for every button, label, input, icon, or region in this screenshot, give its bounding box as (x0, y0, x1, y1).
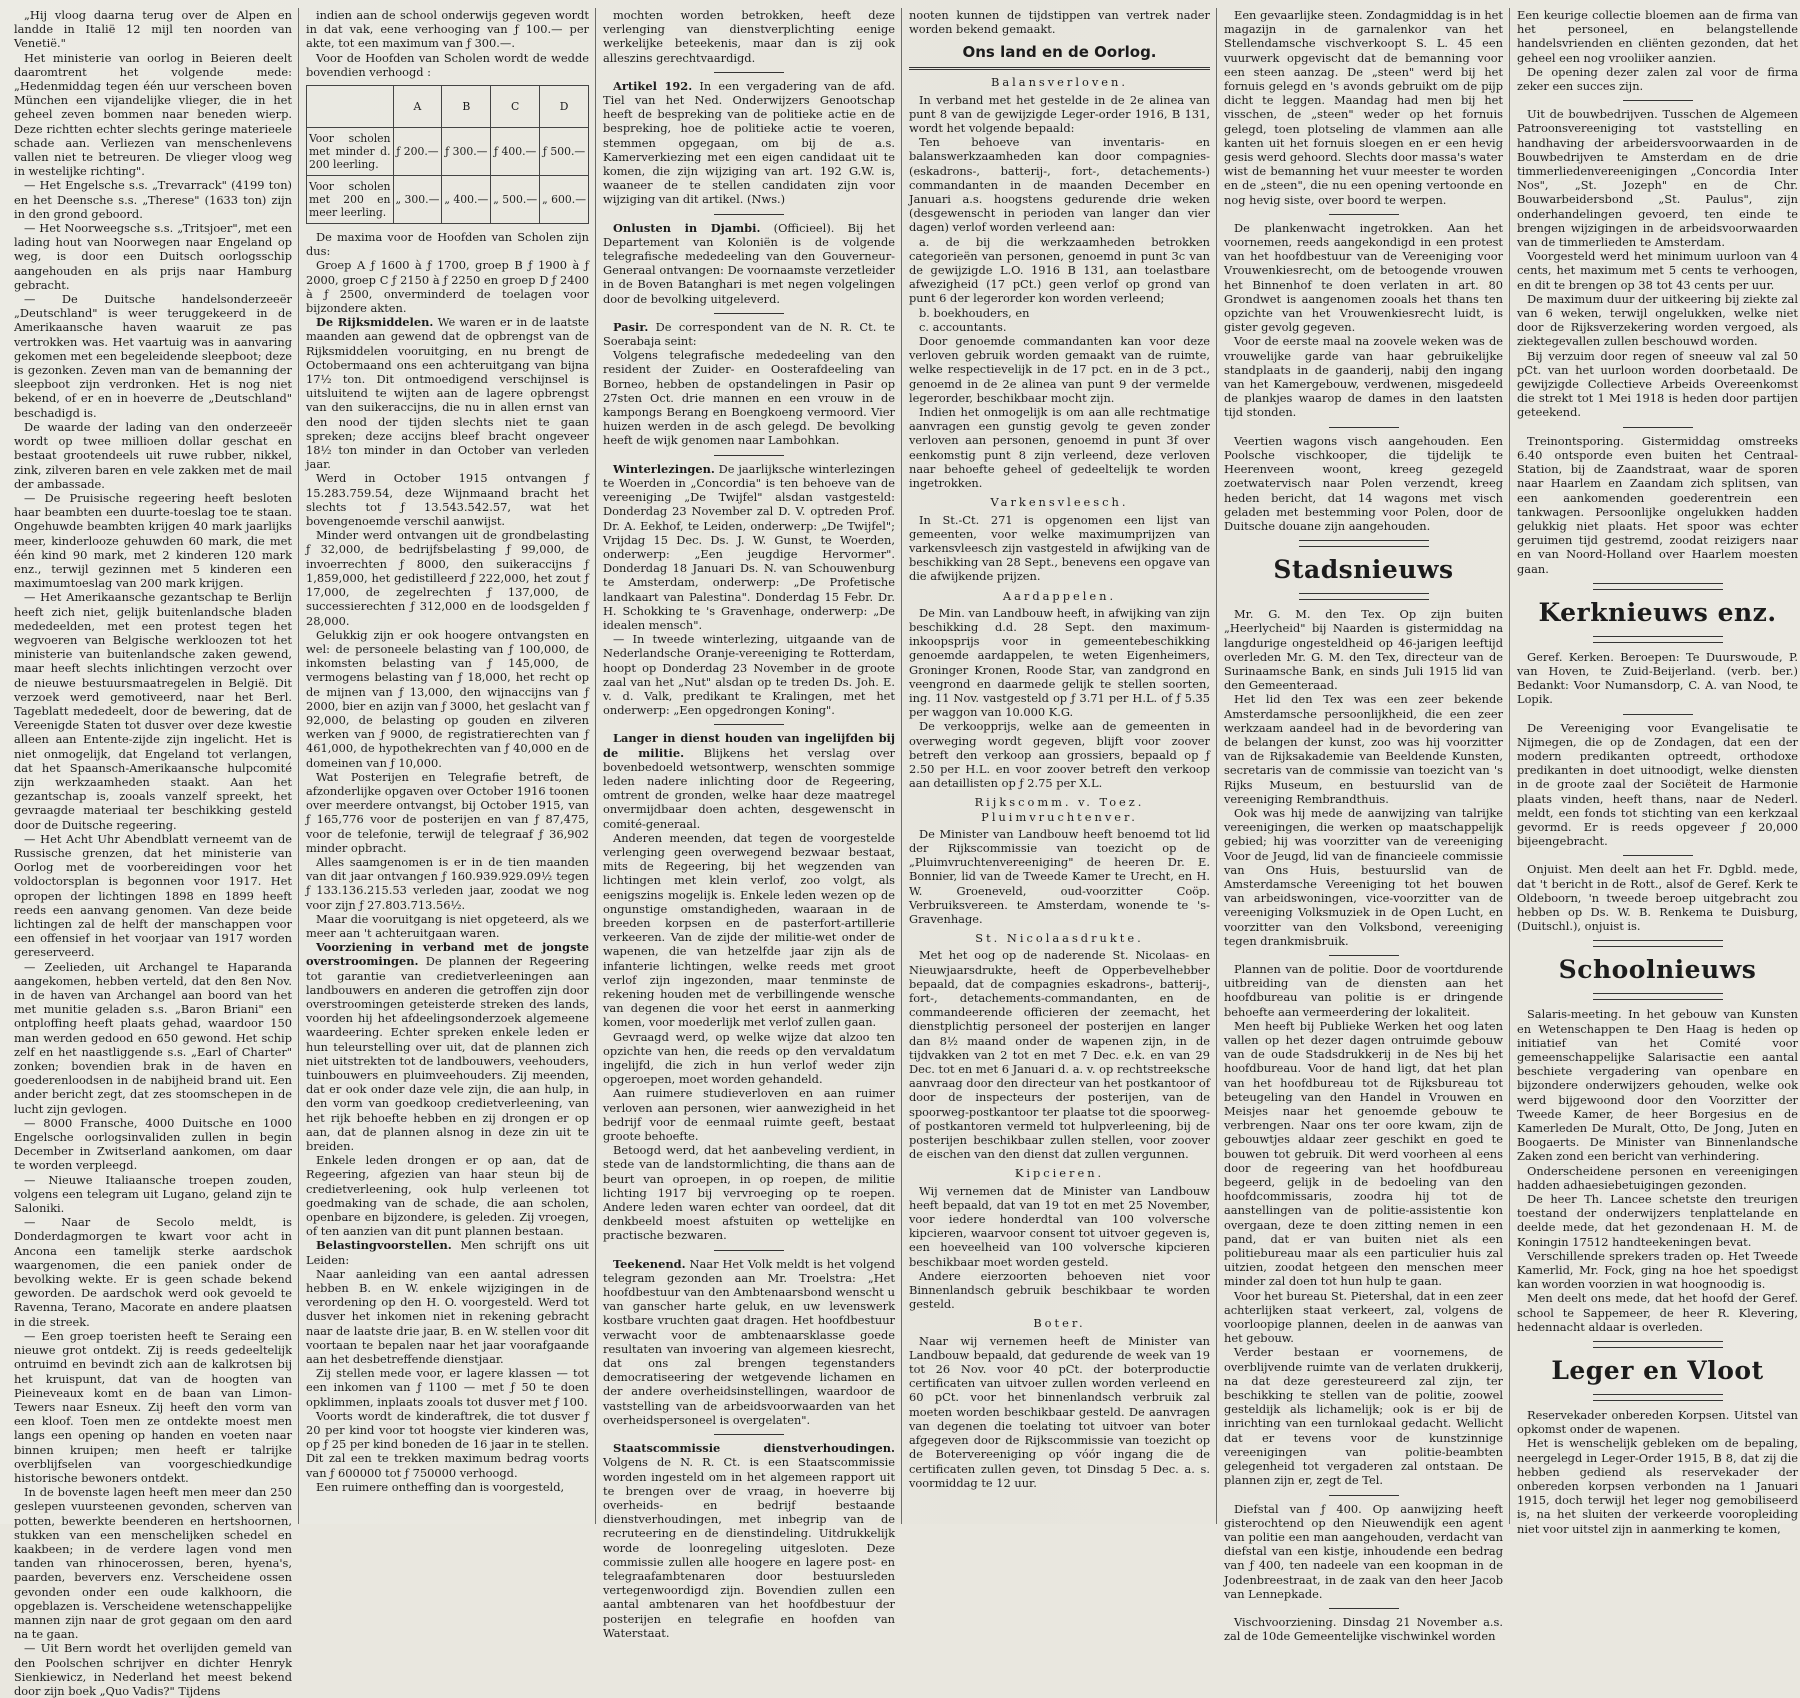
article-paragraph (1517, 1249, 1798, 1292)
article-paragraph (909, 1269, 1210, 1312)
table-cell: ƒ 500.— (540, 128, 589, 176)
article-text: Voor de Hoofden van Scholen wordt de wedde bovendien verhoogd : (306, 50, 589, 79)
article-paragraph (603, 632, 895, 717)
table-row-label: Voor scholen met minder d. 200 leerling. (307, 128, 394, 176)
heading-rule (909, 67, 1210, 70)
article-text: Vischvoorziening. Dinsdag 21 November a.s. zal de 10de Gemeentelijke vischwinkel worden (1224, 1614, 1503, 1644)
article-paragraph (306, 315, 589, 471)
article-paragraph (1224, 962, 1503, 1019)
article-paragraph (909, 948, 1210, 1161)
article-paragraph (1517, 1192, 1798, 1249)
column-5 (1224, 8, 1503, 1644)
article-paragraph (1517, 107, 1798, 249)
article-paragraph (306, 912, 589, 940)
article-paragraph (14, 590, 292, 831)
article-paragraph (306, 940, 589, 1153)
table-row (307, 128, 589, 176)
article-paragraph (603, 1030, 895, 1087)
article-text: De maxima voor de Hoofden van Scholen zijn dus: (306, 230, 589, 259)
article-text: Aan ruimere studieverloven en aan ruimer verloven aan personen, wier aanwezigheid in het bedrijf voor de eenmaal ruimte geeft, bestaat groote behoefte. (603, 1086, 895, 1144)
article-text: Anderen meenden, dat tegen de voorgestelde verlenging geen overwegend bezwaar bestaat, mits de Regeering, bij het wegzenden van lichtingen met klein verlof, zoo volgt, als eenigszins mogelijk is. Enkele leden wezen op de ongunstige omstandigheden, waaraan in de breeden korpsen en de pasterfort-artillerie verkeeren. Van de zijde der militie-wet onder de wapenen, die van hetzelfde jaar zijn als de infanterie lichtingen, welke reeds met groot verlof zijn ingezonden, maar tenminste de rekening houden met de verbillingende wensche van degenen die voor het eerst in aanmerking komen, voor moederlijk met verlof zullen gaan. (603, 830, 895, 1030)
article-text: De heer Th. Lancee schetste den treurigen toestand der onderwijzers tenplattelande en deelde mede, dat het gezondenaan H. M. de Koningin 17512 handteekeningen bevat. (1517, 1192, 1798, 1249)
article-text: — Zeelieden, uit Archangel te Haparanda aangekomen, hebben verteld, dat den 8en Nov. in de haven van Archangel aan boord van het met munitie geladen s.s. „Baron Briani" een ontploffing heeft plaats gehad, waardoor 150 man werden gedood en 650 gewond. Het schip zelf en het naastliggende s.s. „Earl of Charter" zonken; bovendien brak in de haven en goederenloodsen in de nabijheid brand uit. Een ander bericht zegt, dat zes stoomschepen in de lucht zijn gevlogen. (14, 959, 292, 1116)
separator-rule (1329, 1495, 1399, 1496)
article-paragraph (1224, 334, 1503, 419)
article-paragraph (306, 1480, 589, 1494)
table-cell: ƒ 200.— (393, 128, 442, 176)
ornamental-rule (1593, 583, 1723, 590)
article-text: — Het Acht Uhr Abendblatt verneemt van de Russische grenzen, dat het ministerie van Oorlog met de voorbereidingen voor het voldoctorsplan is begonnen voor 1917. Het opropen der lichtingen 1898 en 1899 heeft reeds een aanvang genomen. Van deze beide lichtingen zal de helft der manschappen voor een offensief in het voorjaar van 1917 worden gereserveerd. (14, 831, 292, 960)
table-cell: „ 300.— (393, 176, 442, 224)
article-text: Minder werd ontvangen uit de grondbelasting ƒ 32,000, de bedrijfsbelasting ƒ 99,000, de invoerrechten ƒ 8000, den suikeraccijns ƒ 1,859,000, het gedistilleerd ƒ 222,000, het zout ƒ 17,000, de zegelrechten ƒ 137,000, de successierechten ƒ 312,000 en de loodsgelden ƒ 28,000. (306, 528, 589, 628)
article-paragraph (603, 731, 895, 830)
article-paragraph (14, 1329, 292, 1485)
article-text: De plannen der Regeering tot garantie van credietverleeningen aan landbouwers en anderen die getroffen zijn door overstroomingen geteisterde streken des lands, voorden hij het afdeelingsonderzoek algemeene waardeering. Echter spreken enkele leden er hun teleurstelling over uit, dat de plannen zich niet uitstrekten tot de landbouwers, veehouders, tuinbouwers en pluimveehouders. Zij meenden, dat er ook onder daze vele zijn, die aan hulp, in den vorm van goedkoop credietverleening, van het rijk behoefte hebben en zij drongen er op aan, dat de plannen alsnog in deze zin uit te breiden. (306, 954, 589, 1154)
article-paragraph (14, 1641, 292, 1698)
separator-rule (714, 1250, 784, 1251)
article-text: De maximum duur der uitkeering bij ziekte zal van 6 weken, terwijl ongelukken, welke niet door de Rijksverzekering worden vergoed, als ziektegevallen zullen beschouwd worden. (1517, 291, 1798, 349)
article-text: In de bovenste lagen heeft men meer dan 250 geslepen vuursteenen gevonden, scherven van potten, bewerkte beenderen en hertshoornen, stukken van een menschelijken schedel en kaakbeen; in de verdere lagen vond men tanden van rhinocerossen, beren, hyena's, paarden, beververs enz. Verscheidene ossen gevonden onder een oude kalkhoorn, die opgeblazen is. Verscheidene wetenschappelijke mannen zijn naar de grot gegaan om den aard na te gaan. (14, 1485, 292, 1642)
article-text: — De Duitsche handelsonderzeeër „Deutschland" is weer teruggekeerd in de Amerikaansche haven waaruit ze pas vertrokken was. Het vaartuig was in aanvaring gekomen met een begeleidende sleepboot; deze is gezonken. Zeven man van de bemanning der sleepboot zijn verdronken. Het is nog niet bekend, of er en in hoeverre de „Deutschland" beschadigd is. (14, 292, 292, 420)
article-text: — Uit Bern wordt het overlijden gemeld van den Poolschen schrijver en dichter Henryk Sienkiewicz, in Nederland het meest bekend door zijn boek „Quo Vadis?" Tijdens (14, 1641, 292, 1698)
article-paragraph (1224, 434, 1503, 533)
table-cell: ƒ 300.— (442, 128, 491, 176)
section-masthead: Kerknieuws enz. (1538, 597, 1777, 627)
article-paragraph (909, 719, 1210, 790)
separator-rule (1623, 855, 1693, 856)
article-text: b. boekhouders, en (919, 305, 1030, 320)
article-text: Volgens de N. R. Ct. is een Staatscommissie worden ingesteld om in het algemeen rapport uit te brengen over de vraag, in hoeverre bij overheids- en bedrijf bestaande dienstverhoudingen, met inbegrip van de recruteering en de dienstindeling. Uitdrukkelijk worde de loonregeling uitgesloten. Deze commissie zullen alle hoogere en lagere post- en telegraafambtenaren door bestuursleden vertegenwoordigd zijn. Bovendien zullen een aantal ambtenaren van het hoofdbestuur der posterijen en telegrafie en hoofden van Waterstaat. (603, 1455, 895, 1640)
article-text: Andere eierzoorten behoeven niet voor Binnenlandsch gebruik beschikbaar te worden gesteld. (909, 1268, 1210, 1312)
article-paragraph (909, 320, 1210, 334)
article-paragraph (1224, 607, 1503, 692)
article-paragraph (603, 79, 895, 207)
article-text: De plankenwacht ingetrokken. Aan het voornemen, reeds aangekondigd in een protest van het hoofdbestuur van de Vereeniging voor Vrouwenkiesrecht, om de betoogende vrouwen het Binnenhof te doen verlaten in art. 80 Grondwet is aangenomen zooals het thans ten opzichte van het Vrouwenkiesrecht luidt, is gister gevolg gegeven. (1224, 220, 1503, 335)
table-row (307, 176, 589, 224)
article-text: „Hij vloog daarna terug over de Alpen en landde in Italië 12 mijl ten noorden van Venetië." (14, 8, 292, 51)
article-text: Alles saamgenomen is er in de tien maanden van dit jaar ontvangen ƒ 160.939.929.09½ tegen ƒ 133.136.215.53 verleden jaar, zoodat we nog voor zijn ƒ 27.803.713.56½. (306, 854, 589, 912)
article-text: — Een groep toeristen heeft te Seraing een nieuwe grot ontdekt. Zij is reeds gedeeltelijk ontruimd en bevindt zich aan de kalkrotsen bij het kruispunt, dat van de hoogten van Pieineveaux komt en de baan van Limon-Tewers naar Esneux. Zij heeft den vorm van een kloof. Toen men ze ontdekte moest men langs een opening op handen en voeten naar binnen kruipen; men heeft er talrijke overblijfselen van voorgeschiedkundige historische bewoners ontdekt. (14, 1328, 292, 1485)
article-text: Voorts wordt de kinderaftrek, die tot dusver ƒ 20 per kind voor tot hoogste vier kinderen was, op ƒ 25 per kind boneden de 16 jaar in te stellen. Dit zal een te trekken maximum bedrag voorts van ƒ 600000 tot ƒ 750000 verhoogd. (306, 1408, 589, 1480)
sub-heading: Rijkscomm. v. Toez. Pluimvruchtenver. (974, 795, 1145, 824)
article-text: Betoogd werd, dat het aanbeveling verdient, in stede van de landstormlichting, die thans aan de beurt van oproepen, in op roepen, de militie lichting 1917 bij vervroeging op te roepen. Andere leden waren echter van oordeel, dat dit denkbeeld moest afstuiten op wettelijke en practische bezwaren. (603, 1143, 895, 1243)
article-paragraph (306, 1238, 589, 1266)
article-paragraph (306, 471, 589, 528)
article-paragraph (306, 51, 589, 79)
article-text: Men schrijft ons uit Leiden: (306, 1238, 589, 1267)
table-header-cell: B (442, 86, 491, 128)
ornamental-rule (1593, 993, 1723, 1000)
article-paragraph (1517, 721, 1798, 849)
column-4 (909, 8, 1210, 1524)
article-paragraph (603, 320, 895, 348)
article-text: Veertien wagons visch aangehouden. Een Poolsche vischkooper, die tijdelijk te Heerenveen woont, kreeg gezegeld zoetwatervisch naar Polen verzendt, kreeg heden bericht, dat 14 wagons met visch geladen met bestemming voor Polen, door de Duitsche douane zijn aangehouden. (1224, 433, 1503, 533)
article-text: a. de bij die werkzaamheden betrokken categorieën van personen, genoemd in punt 3c van de gewijzigde L.O. 1916 B 131, aan toelastbare afwezigheid (17 pCt.) geen verlof op grond van punt 6 der legerorder kon worden verleend; (909, 234, 1210, 306)
ornamental-rule (1299, 540, 1429, 547)
table-header-cell (307, 86, 394, 128)
article-paragraph (603, 1441, 895, 1640)
sub-heading: Aardappelen. (1002, 588, 1117, 603)
separator-rule (714, 724, 784, 725)
article-text: Salaris-meeting. In het gebouw van Kunsten en Wetenschappen te Den Haag is heden op initiatief van het Comité voor gemeenschappelijke Salarisactie een aantal beschiete vergadering van openbare en bijzondere onderwijzers gehouden, welke ook werd bijgewoond door den Voorzitter der Tweede Kamer, de heer Borgesius en de Kamerleden De Muralt, Otto, De Jong, Juten en Boogaerts. De Minister van Binnenlandsche Zaken zond een bericht van verhindering. (1517, 1007, 1798, 1164)
article-text: De jaarlijksche winterlezingen te Woerden in „Concordia" is ten behoeve van de vereeniging „De Twijfel" alsdan vastgesteld: Donderdag 23 November zal D. V. optreden Prof. Dr. A. Eekhof, te Leiden, onderwerp: „De Twijfel"; Vrijdag 15 Dec. Ds. J. W. Gunst, te Woerden, onderwerp: „Een jeugdige Hervormer". Donderdag 18 Januari Ds. N. van Schouwenburg te Amsterdam, onderwerp: „De Profetische landkaart van Palestina". Donderdag 15 Febr. Dr. H. Schokking te 's Gravenhage, onderwerp: „De idealen mensch". (603, 461, 895, 632)
article-text: In St.-Ct. 271 is opgenomen een lijst van gemeenten, voor welke maximumprijzen van varkensvleesch zijn vastgesteld in afwijking van de beschikking van 28 Sept., benevens een opgave van die afwijkende prijzen. (909, 512, 1210, 584)
article-text: nooten kunnen de tijdstippen van vertrek nader worden bekend gemaakt. (909, 8, 1210, 37)
ornamental-rule (1593, 1394, 1723, 1401)
sub-heading: St. Nicolaasdrukte. (975, 931, 1144, 946)
article-paragraph (1517, 1408, 1798, 1436)
article-paragraph (306, 8, 589, 51)
article-text: Ook was hij mede de aanwijzing van talrijke vereenigingen, die werken op maatschappelijk gebied; hij was voorzitter van de vereeniging Voor de Jeugd, lid van de financieele commissie van Ons Huis, bestuurslid van de Amsterdamsche Vereeniging tot het bouwen van arbeidswoningen, vice-voorzitter van de vereeniging Volksmuziek in de Open Lucht, en voorzitter van den Volksbond, vereeniging tegen drankmisbruik. (1224, 805, 1503, 948)
article-paragraph (1224, 1019, 1503, 1289)
article-paragraph (14, 1173, 292, 1216)
article-text: De opening dezer zalen zal voor de firma zeker een succes zijn. (1517, 64, 1798, 94)
separator-rule (1329, 955, 1399, 956)
article-text: — Het Engelsche s.s. „Trevarrack" (4199 ton) en het Deensche s.s. „Therese" (1633 ton) zijn in den grond geboord. (14, 178, 292, 221)
article-paragraph (14, 8, 292, 51)
article-paragraph (14, 221, 292, 292)
article-text: Uit de bouwbedrijven. Tusschen de Algemeen Patroonsvereeniging tot vaststelling en handhaving der arbeidersvoorwaarden in de Bouwbedrijven te Amsterdam en de drie timmerliedenvereenigingen „Concordia Inter Nos", „St. Jozeph" en de Chr. Bouwarbeidersbond „St. Paulus", zijn onderhandelingen gevoerd, ten einde te brengen wijzigingen in de arbeidsvoorwaarden van de timmerlieden te Amsterdam. (1517, 107, 1798, 250)
separator-rule (714, 455, 784, 456)
column-1 (14, 8, 292, 1698)
article-lead: De Rijksmiddelen. (316, 315, 434, 330)
article-text: Voor het bureau St. Pietershal, dat in een zeer achterlijken staat verkeert, zal, volgens de voorloopige plannen, deelen in de aanwas van het gebouw. (1224, 1288, 1503, 1346)
separator-rule (1623, 427, 1693, 428)
article-text: De Vereeniging voor Evangelisatie te Nijmegen, die op de Zondagen, dat een der modern predikanten optreedt, orthodoxe predikanten in doet uitnoodigt, welke diensten in de groote zaal der Sociëteit de Harmonie plaats vinden, heeft thans, naar de Nederl. meldt, een fonds tot stichting van een kerkzaal gevormd. Er is reeds opgeveer ƒ 20,000 bijeengebracht. (1517, 720, 1798, 849)
article-text: — Nieuwe Italiaansche troepen zouden, volgens een telegram uit Lugano, geland zijn te Saloniki. (14, 1172, 292, 1216)
article-paragraph (306, 1366, 589, 1409)
article-paragraph (603, 462, 895, 632)
table-cell: „ 400.— (442, 176, 491, 224)
article-paragraph (306, 855, 589, 912)
separator-rule (1329, 214, 1399, 215)
article-paragraph (909, 8, 1210, 36)
article-paragraph (14, 1485, 292, 1641)
article-lead: Pasir. (613, 319, 649, 334)
article-text: In een vergadering van de afd. Tiel van het Ned. Onderwijzers Genootschap heeft de bespreking van de politieke actie en de bespreking, hoe de politieke actie te voeren, stemmen opgegaan, om bij de a.s. Kamerverkiezing met een eigen candidaat uit te komen, die zijn wijziging van art. 192 G.W. is, waaneer de te stellen candidaten zijn voor wijziging van dit artikel. (Nws.) (603, 78, 895, 207)
article-paragraph (909, 334, 1210, 405)
article-paragraph (14, 178, 292, 221)
article-text: Gevraagd werd, op welke wijze dat alzoo ten opzichte van hen, die reeds op den vervaldatum ingelijfd, die zich in hun verlof weder zijn opgeroepen, moet worden gehandeld. (603, 1029, 895, 1087)
article-text: — De Pruisische regeering heeft besloten haar beambten een duurte-toeslag toe te staan. Ongehuwde beambten krijgen 40 mark jaarlijks meer, kinderlooze gehuwden 60 mark, die met één kind 90 mark, met 2 kinderen 120 mark enz., terwijl gezinnen met 5 kinderen een maximumtoeslag van 200 mark krijgen. (14, 490, 292, 591)
article-text: Gelukkig zijn er ook hoogere ontvangsten en wel: de personeele belasting van ƒ 100,000, de inkomsten belasting van ƒ 145,000, de vermogens belasting van ƒ 18,000, het recht op de mijnen van ƒ 13,000, den wijnaccijns van ƒ 2000, bier en azijn van ƒ 3000, het geslacht van ƒ 92,000, de belasting op gouden en zilveren werken van ƒ 9000, de registratierechten van ƒ 461,000, de hypothekrechten van ƒ 40,000 en de domeinen van ƒ 10,000. (306, 627, 589, 770)
separator-rule (714, 72, 784, 73)
salary-scale-table (306, 85, 589, 224)
sub-heading: Varkensvleesch. (990, 495, 1129, 510)
article-text: Groep A ƒ 1600 à ƒ 1700, groep B ƒ 1900 à ƒ 2000, groep C ƒ 2150 à ƒ 2250 en groep D ƒ 2400 à ƒ 2500, onverminderd de toelagen voor bijzondere akten. (306, 258, 589, 316)
article-text: Naar aanleiding van een aantal adressen hebben B. en W. enkele wijzigingen in de verordening op den H. O. voorgesteld. Werd tot dusver het inkomen niet in rekening gebracht naar de laatste drie jaar, B. en W. stellen voor dit voortaan te bepalen naar het jaar voorafgaande aan het desbetreffende dienstjaar. (306, 1266, 589, 1367)
article-paragraph (14, 1215, 292, 1329)
ornamental-rule (1299, 593, 1429, 600)
article-text: De correspondent van de N. R. Ct. te Soerabaja seint: (603, 319, 895, 349)
article-lead: Onlusten in Djambi. (613, 220, 761, 235)
article-text: Wat Posterijen en Telegrafie betreft, de afzonderlijke opgaven over October 1916 toonen over meerdere ontvangst, bij October 1915, van ƒ 165,776 voor de posterijen en van ƒ 87,475, voor de telefonie, terwijl de telegraaf ƒ 36,902 minder opbracht. (306, 769, 589, 855)
article-text: Men heeft bij Publieke Werken het oog laten vallen op het dezer dagen ontruimde gebouw van de oude Stadsdrukkerij in de Nes bij het hoofdbureau. Voor de hand ligt, dat het plan van het hoofdbureau tot de Rijksbureau tot beteugeling van den Handel in Vrouwen en Meisjes naar het genoemde gebouw te verbrengen. Naar ons ter oore kwam, zijn de gebouwtjes aldaar zeer geschikt en goed te bouwen tot gebruik. Dit werd voorheen al eens door de regeering van het hoofdbureau begeerd, gelijk in de bedoeling van den hoofdcommissaris, zoodra hij tot de aanstellingen van de politie-assistentie kon overgaan, deze te doen zitting nemen in een pand, dat er van buiten niet als een politiebureau maar als een particulier huis zal uitzien, zoodat hetgeen den menschen meer minder zal doen tot hun hulp te gaan. (1224, 1018, 1503, 1289)
article-paragraph (14, 491, 292, 590)
article-paragraph (1517, 292, 1798, 349)
table-row-label: Voor scholen met 200 en meer leerling. (307, 176, 394, 224)
article-paragraph (306, 230, 589, 258)
article-paragraph (14, 292, 292, 420)
article-text: Diefstal van ƒ 400. Op aanwijzing heeft gisterochtend op den Nieuwendijk een agent van politie een man aangehouden, verdacht van diefstal van een kistje, inhoudende een bedrag van ƒ 400, ten nadeele van een koopman in de Jodenbreestraat, in de zaak van den heer Jacob van Lennepkade. (1224, 1501, 1503, 1601)
separator-rule (714, 313, 784, 314)
article-paragraph (1224, 806, 1503, 948)
article-text: Enkele leden drongen er op aan, dat de Regeering, afgezien van haar steun bij de credietverleening, ook hulp verleenen tot goedmaking van de schade, die aan scholen, openbare en bijzondere, is geleden. Zij vroegen, of ten aanzien van dit punt plannen bestaan. (306, 1153, 589, 1239)
article-paragraph (1517, 249, 1798, 292)
article-paragraph (909, 135, 1210, 234)
article-text: Voorgesteld werd het minimum uurloon van 4 cents, het maximum met 5 cents te verhoogen, en dit te brengen op 38 tot 43 cents per uur. (1517, 249, 1798, 292)
sub-heading: Kipcieren. (1014, 1166, 1105, 1181)
article-paragraph (306, 1409, 589, 1480)
article-text: Een gevaarlijke steen. Zondagmiddag is in het magazijn in de garnalenkor van het Stellendamsche vischverkoopt S. L. 45 een vuurwerk opgevischt dat de bemanning voor een steen aanzag. De „steen" werd bij het fornuis gelegd en 's avonds gebruikt om de pijp dicht te leggen. Maandag had men bij het visschen, de „steen" weder op het fornuis gelegd, toen plotseling de vlammen aan alle kanten uit het fornuis sloegen en er een hevig gesis werd gehoord. Slechts door massa's water wist de bemanning het vuur meester te worden en de „steen", die nu een opening vertoonde en nog hevig siste, over boord te werpen. (1224, 8, 1503, 207)
article-text: mochten worden betrokken, heeft deze verlenging van dienstverplichting eenige werkelijke beteekenis, maar dan is zij ook alleszins gerechtvaardigd. (603, 8, 895, 65)
article-lead: Voorziening in verband met de jongste overstroomingen. (306, 940, 589, 969)
article-paragraph (306, 770, 589, 855)
article-text: Treinontsporing. Gistermiddag omstreeks 6.40 ontsporde even buiten het Centraal-Station, bij de Zaandstraat, waar de sporen naar Haarlem en Zaandam zich splitsen, van een aankomenden goederentrein een tankwagen. Persoonlijke ongelukken hadden gelukkig niet plaats. Het spoor was echter geruimen tijd gestremd, zoodat reizigers naar en van Noord-Holland over Haarlem moesten gaan. (1517, 433, 1798, 576)
article-paragraph (909, 513, 1210, 584)
article-paragraph (1224, 1289, 1503, 1346)
article-text: Men deelt ons mede, dat het hoofd der Geref. school te Sappemeer, de heer R. Klevering, hedennacht aldaar is overleden. (1517, 1291, 1798, 1334)
article-text: Een ruimere ontheffing dan is voorgesteld, (316, 1479, 565, 1494)
table-header-cell: D (540, 86, 589, 128)
article-paragraph (1224, 221, 1503, 335)
article-text: Het lid den Tex was een zeer bekende Amsterdamsche persoonlijkheid, die een zeer werkzaam aandeel had in de bevordering van de belangen der kunst, zoo was hij voorzitter van de Rijksakademie van Beeldende Kunsten, secretaris van de commissie van toezicht van 's Rijks Museum, en bestuurslid van de vereeniging Rembrandthuis. (1224, 692, 1503, 806)
article-text: Reservekader onbereden Korpsen. Uitstel van opkomst onder de wapenen. (1517, 1408, 1798, 1437)
table-header-cell: C (491, 86, 540, 128)
ornamental-rule (1593, 940, 1723, 947)
article-text: c. accountants. (919, 319, 1007, 334)
article-paragraph (1517, 862, 1798, 933)
article-text: De Minister van Landbouw heeft benoemd tot lid der Rijkscommissie van toezicht op de „Pluimvruchtenvereeniging" de heeren Dr. E. Bonnier, lid van de Tweede Kamer te Urecht, en H. W. Groeneveld, oud-voorzitter Coöp. Verbruiksvereen. te Amsterdam, wonende te 's-Gravenhage. (909, 826, 1210, 926)
section-masthead: Leger en Vloot (1551, 1356, 1764, 1386)
article-paragraph (306, 1267, 589, 1366)
article-text: Onderscheidene personen en vereenigingen hadden adhaesiebetuigingen gezonden. (1517, 1163, 1798, 1192)
separator-rule (1623, 100, 1693, 101)
article-text: Bij verzuim door regen of sneeuw val zal 50 pCt. van het uurloon worden doorbetaald. De gewijzigde Collectieve Arbeids Overeenkomst die strekt tot 1 Mei 1918 is heden door partijen geteekend. (1517, 348, 1798, 420)
article-text: Het ministerie van oorlog in Beieren deelt daaromtrent het volgende mede: „Hedenmiddag tegen één uur verscheen boven München een vijandelijke vlieger, die in het geheel zeven bommen naar beneden wierp. Deze richtten echter slechts geringe materieele schade aan. Verliezen van menschenlevens vallen niet te betreuren. De vlieger vloog weg in westelijke richting". (14, 50, 292, 179)
article-text: Naar Het Volk meldt is het volgend telegram gezonden aan Mr. Troelstra: „Het hoofdbestuur van den Ambtenaarsbond wenscht u van ganscher harte geluk, en uw levenswerk kostbare vruchten gaat dragen. Het hoofdbestuur verwacht voor de ambtenaarsklasse goede resultaten van invoering van algemeen kiesrecht, dat ons zal brengen tegenstanders democratiseering der wetgevende lichamen en der andere overheidsinstellingen, waardoor de vaststelling van de arbeidsvoorwaarden van het overheidspersoneel is overgelaten". (603, 1256, 895, 1427)
article-paragraph (1517, 8, 1798, 65)
article-paragraph (1517, 349, 1798, 420)
article-lead: Staatscommissie dienstverhoudingen. (613, 1441, 895, 1456)
article-text: — Het Noorweegsche s.s. „Tritsjoer", met een lading hout van Noorwegen naar Engeland op weg, is door een Duitsch oorlogsschip aangehouden en als prijs naar Hamburg gebracht. (14, 221, 292, 292)
article-paragraph (1224, 1502, 1503, 1601)
article-text: Een keurige collectie bloemen aan de firma van het personeel, en belangstellende handelsvrienden en cliënten gezonden, dat het geheel een nog vrooliiker aanzien. (1517, 8, 1798, 65)
article-text: Ten behoeve van inventaris- en balanswerkzaamheden kan door compagnies- (eskadrons-, batterij-, fort-, detachements-) commandanten in de maanden December en Januari a.s. hoogstens gedurende drie weken (desgewenscht in perioden van langer dan vier dagen) verlof worden verleend aan: (909, 135, 1210, 235)
column-3 (603, 8, 896, 1640)
article-lead: Teekenend. (613, 1256, 686, 1271)
article-text: Blijkens het verslag over bovenbedoeld wetsontwerp, wenschten sommige leden nadere inlichting door de Regeering, omtrent de gronden, welke haar deze maatregel onvermijdbaar doen achten, desgewenscht in comité-generaal. (603, 745, 895, 831)
table-header-cell: A (393, 86, 442, 128)
article-paragraph (909, 1184, 1210, 1269)
article-text: Wij vernemen dat de Minister van Landbouw heeft bepaald, dat van 19 tot en met 25 November, voor iedere honderdtal van 100 volversche kipcieren, waarvoor consent tot uitvoer gegeven is, een hoeveelheid van 100 volversche kipcieren beschikbaar moet worden gesteld. (909, 1183, 1210, 1269)
article-text: Het is wenschelijk gebleken om de bepaling, neergelegd in Leger-Order 1915, B 8, dat zij die hebben gediend als reservekader der onbereden korpsen verbonden na 1 Januari 1915, doch terwijl het leger nog gemobiliseerd is, na het sluiten der verkeerde vooropleiding niet voor uitstel zijn in aanmerking te komen, (1517, 1436, 1798, 1536)
separator-rule (714, 1434, 784, 1435)
ornamental-rule (1593, 636, 1723, 643)
article-paragraph (603, 221, 895, 306)
article-text: Volgens telegrafische mededeeling van den resident der Zuider- en Oosterafdeeling van Borneo, hebben de opstandelingen in Pasir op 27sten Oct. drie mannen en een vrouw in de kampongs Berang en Boengkoeng vermoord. Vier huizen werden in de asch gelegd. De bevolking heeft de wijk genomen naar Lambohkan. (603, 348, 895, 448)
article-paragraph (14, 960, 292, 1116)
article-paragraph (14, 1116, 292, 1173)
ornamental-rule (1593, 1341, 1723, 1348)
separator-rule (714, 214, 784, 215)
section-heading: Ons land en de Oorlog. (962, 43, 1157, 62)
article-text: Werd in October 1915 ontvangen ƒ 15.283.759.54, deze Wijnmaand bracht het slechts tot ƒ 13.543.542.57, wat het bovengenoemde verschil aanwijst. (306, 471, 589, 529)
article-text: We waren er in de laatste maanden aan gewend dat de opbrengst van de Rijksmiddelen vooruitging, en nu brengt de Octobermaand ons een achteruitgang van bijna 17½ ton. Dit ontmoedigend verschijnsel is uitsluitend te wijten aan de lagere opbrengst van den suikeraccijns, die nu in allen ernst van den nood der tijden slechts niet te gaan spreken; deze accijns bleef bracht ongeveer 18½ ton minder in dan October van verleden jaar. (306, 315, 589, 472)
article-paragraph (603, 1257, 895, 1427)
article-paragraph (1517, 1291, 1798, 1334)
table-header-row (307, 86, 589, 128)
article-paragraph (603, 831, 895, 1030)
article-paragraph (603, 1143, 895, 1242)
article-text: — Het Amerikaansche gezantschap te Berlijn heeft zich niet, gelijk buitenlandsche bladen mededeelden, met een protest tegen het wegvoeren van Belgische werkloozen tot het ministerie van buitenlandsche zaken gewend, maar heeft slechts inlichtingen verzocht over de nieuwe bestuursmaatregelen in België. Dit verzoek werd gemotiveerd, naar het Berl. Tageblatt mededeelt, door de bewering, dat de Vereenigde Staten tot dusver over deze kwestie alleen aan Entente-zijde zijn ingelicht. Het is niet onmogelijk, dat Engeland tot verlangen, dat het Spaansch-Amerikaansche hulpcomité zijn werkzaamheden staakt. Aan het gezantschap is, zooals vanzelf spreekt, het gevraagde materiaal ter beschikking gesteld door de Duitsche regeering. (14, 590, 292, 832)
article-paragraph (306, 1153, 589, 1238)
column-2 (306, 8, 589, 1524)
article-text: Indien het onmogelijk is om aan alle rechtmatige aanvragen een gunstig gevolg te geven zonder verloven aan personen, genoemd in punt 3f over eenkomstig punt 8 zijn verleend, deze verloven naar behoefte geheel of gedeeltelijk te worden ingetrokken. (909, 405, 1210, 491)
article-paragraph (909, 606, 1210, 720)
article-paragraph (14, 832, 292, 960)
article-text: Verschillende sprekers traden op. Het Tweede Kamerlid, Mr. Fock, ging na hoe het spoedigst kan worden voorzien in wat hoognoodig is. (1517, 1248, 1798, 1292)
article-text: Verder bestaan er voornemens, de overblijvende ruimte van de verlaten drukkerij, na dat deze geresteureerd zal zijn, ter beschikking te stellen van de politie, zoowel gesteldijk als lichamelijk; ook is er bij de inrichting van een turnlokaal gedacht. Wellicht dat er tevens voor de kunstzinnige vereenigingen van politie-beambten gelegenheid tot vergaderen zal ontstaan. De plannen zijn er, zegt de Tel. (1224, 1345, 1503, 1488)
article-paragraph (909, 235, 1210, 306)
section-masthead: Stadsnieuws (1273, 555, 1454, 585)
column-6 (1517, 8, 1798, 1536)
article-lead: Belastingvoorstellen. (316, 1238, 452, 1253)
article-lead: Artikel 192. (613, 78, 693, 93)
article-paragraph (1517, 434, 1798, 576)
table-cell: „ 500.— (491, 176, 540, 224)
article-paragraph (1517, 1436, 1798, 1535)
article-text: Zij stellen mede voor, er lagere klassen — tot een inkomen van ƒ 1100 — met ƒ 50 te doen opklimmen, inplaats zooals tot dusver met ƒ 100. (306, 1366, 589, 1409)
table-cell: ƒ 400.— (491, 128, 540, 176)
article-text: Mr. G. M. den Tex. Op zijn buiten „Heerlycheid" bij Naarden is gistermiddag na langdurige ongesteldheid op 46-jarigen leeftijd overleden Mr. G. M. den Tex, directeur van de Surinaamsche Bank, en sinds Juli 1915 lid van den Gemeenteraad. (1224, 607, 1503, 693)
article-text: (Officieel). Bij het Departement van Koloniën is de volgende telegrafische mededeeling van den Gouverneur-Generaal ontvangen: De voornaamste verzetleider in de Boven Batanghari is met negen volgelingen door de bevolking uitgeleverd. (603, 220, 896, 306)
article-paragraph (1517, 1164, 1798, 1192)
separator-rule (1623, 714, 1693, 715)
article-paragraph (1224, 1615, 1503, 1643)
sub-heading: Balansverloven. (990, 75, 1129, 90)
separator-rule (1329, 1608, 1399, 1609)
article-lead: Langer in dienst houden van ingelijfden bij de militie. (603, 731, 895, 760)
article-paragraph (909, 405, 1210, 490)
article-paragraph (1517, 1007, 1798, 1163)
article-paragraph (909, 306, 1210, 320)
article-lead: Winterlezingen. (613, 461, 715, 476)
article-paragraph (306, 258, 589, 315)
article-text: Geref. Kerken. Beroepen: Te Duurswoude, P. van Hoven, te Zuid-Beijerland. (verb. ber.) Bedankt: Voor Numansdorp, C. A. van Nood, te Lopik. (1517, 649, 1798, 707)
article-paragraph (909, 827, 1210, 926)
article-text: indien aan de school onderwijs gegeven wordt in dat vak, eene verhooging van ƒ 100.— per akte, tot een maximum van ƒ 300.—. (306, 8, 589, 51)
article-text: Maar die vooruitgang is niet opgeteerd, als we meer aan 't achteruitgaan waren. (306, 911, 589, 940)
article-text: Naar wij vernemen heeft de Minister van Landbouw bepaald, dat gedurende de week van 19 tot 26 Nov. voor 40 pCt. der boterproductie certificaten van uitvoer zullen worden verleend en 60 pCt. voor het binnenlandsch verbruik zal moeten worden beschikbaar gesteld. De aanvragen van degenen die toelating tot uitvoer van boter afgegeven door de Rijkscommissie van toezicht op de Botervereeniging op vóór ingang die de certificaten zullen geven, tot Dinsdag 5 Dec. a. s. voormiddag te 12 uur. (909, 1333, 1210, 1490)
article-text: Door genoemde commandanten kan voor deze verloven gebruik worden gemaakt van de ruimte, welke respectievelijk in de 17 pct. en in de 3 pct., genoemd in de 2e alinea van punt 9 der vermelde legerorder, beschikbaar mocht zijn. (909, 334, 1210, 405)
article-paragraph (603, 348, 895, 447)
article-paragraph (306, 528, 589, 627)
sub-heading: Boter. (1033, 1316, 1086, 1331)
article-paragraph (1517, 650, 1798, 707)
table-cell: „ 600.— (540, 176, 589, 224)
article-paragraph (1224, 8, 1503, 207)
article-text: Met het oog op de naderende St. Nicolaas- en Nieuwjaarsdrukte, heeft de Opperbevelhebber bepaald, dat de compagnies eskadrons-, batterij-, fort-, detachements-commandanten, en de commandeerende officieren der zeemacht, het dienstplichtig personeel der posterijen en langer dan 8½ maand onder de wapenen zijn, in de tijdvakken van 2 tot en met 7 Dec. e.k. en van 29 Dec. tot en met 6 Januari d. a. v. op rechtstreeksche aanvraag door den directeur van het postkantoor of door de inspecteurs der posterijen, van de spoorweg-postkantoor ter plaatse tot die spoorweg- of postkantoren vermeld tot hulpverleening, bij de posterijen beschikbaar zullen stellen, voor zoover de eischen van den dienst dat zullen vergunnen. (909, 948, 1210, 1162)
article-text: Voor de eerste maal na zoovele weken was de vrouwelijke garde van haar gebruikelijke standplaats in de gaanderij, nabij den ingang van het Kamergebouw, verdwenen, misgedeeld de plankjes waarop de dames in den laatsten tijd stonden. (1224, 334, 1503, 420)
article-text: Plannen van de politie. Door de voortdurende uitbreiding van de diensten aan het hoofdbureau van politie is er dringende behoefte aan vermeerdering der lokaliteit. (1224, 961, 1503, 1019)
article-paragraph (1224, 1345, 1503, 1487)
article-paragraph (1517, 65, 1798, 93)
article-paragraph (909, 1334, 1210, 1490)
article-text: — 8000 Fransche, 4000 Duitsche en 1000 Engelsche oorlogsinvaliden zullen in begin December in Zwitserland aankomen, om daar te worden verpleegd. (14, 1115, 292, 1173)
article-text: — In tweede winterlezing, uitgaande van de Nederlandsche Oranje-vereeniging te Rotterdam, hoopt op Donderdag 23 November in de groote zaal van het „Nut" alsdan op te treden Ds. Joh. E. v. d. Valk, predikant te Kralingen, met het onderwerp: „Een opgedrongen Koning". (603, 632, 895, 718)
article-text: De waarde der lading van den onderzeeër wordt op twee millioen dollar geschat en bestaat grootendeels uit ruwe rubber, nikkel, zink, zilveren baren en vele zakken met de mail der ambassade. (14, 419, 292, 491)
article-text: De verkoopprijs, welke aan de gemeenten in overweging wordt gegeven, blijft voor zoover betreft den verkoop aan grossiers, bepaald op ƒ 2.50 per H.L. en voor zoover betreft den verkoop aan detaillisten op ƒ 2.75 per X.L. (909, 719, 1210, 791)
separator-rule (1329, 427, 1399, 428)
article-text: De Min. van Landbouw heeft, in afwijking van zijn beschikking d.d. 28 Sept. den maximum-inkoopsprijs voor in gemeentebeschikking genoemde aardappelen, te weten Eigenheimers, Groninger Kronen, Roode Star, van zandgrond en veengrond en daarmede gelijk te stellen soorten, ing. 11 Nov. vastgesteld op ƒ 3.71 per H.L. of ƒ 5.35 per waggon van 10.000 K.G. (909, 605, 1210, 720)
article-paragraph (306, 628, 589, 770)
article-paragraph (14, 51, 292, 179)
article-text: In verband met het gestelde in de 2e alinea van punt 8 van de gewijzigde Leger-order 1916, B 131, wordt het volgende bepaald: (909, 92, 1210, 136)
section-masthead: Schoolnieuws (1558, 955, 1757, 985)
article-text: Onjuist. Men deelt aan het Fr. Dgbld. mede, dat 't bericht in de Rott., alsof de Geref. Kerk te Oldeboorn, 'n tweede beroep uitgebracht zou hebben op Ds. W. B. Renkema te Duisburg, (Duitschl.), onjuist is. (1517, 862, 1798, 934)
article-paragraph (14, 420, 292, 491)
article-paragraph (1224, 692, 1503, 806)
article-paragraph (603, 1086, 895, 1143)
article-paragraph (603, 8, 895, 65)
article-paragraph (909, 93, 1210, 136)
article-text: — Naar de Secolo meldt, is Donderdagmorgen te kwart voor acht in Ancona een tamelijk sterke aardschok waargenomen, die een paniek onder de bevolking wekte. Er is geen schade bekend geworden. De aardschok werd ook gevoeld te Ravenna, Terano, Macorate en andere plaatsen in die streek. (14, 1215, 292, 1329)
